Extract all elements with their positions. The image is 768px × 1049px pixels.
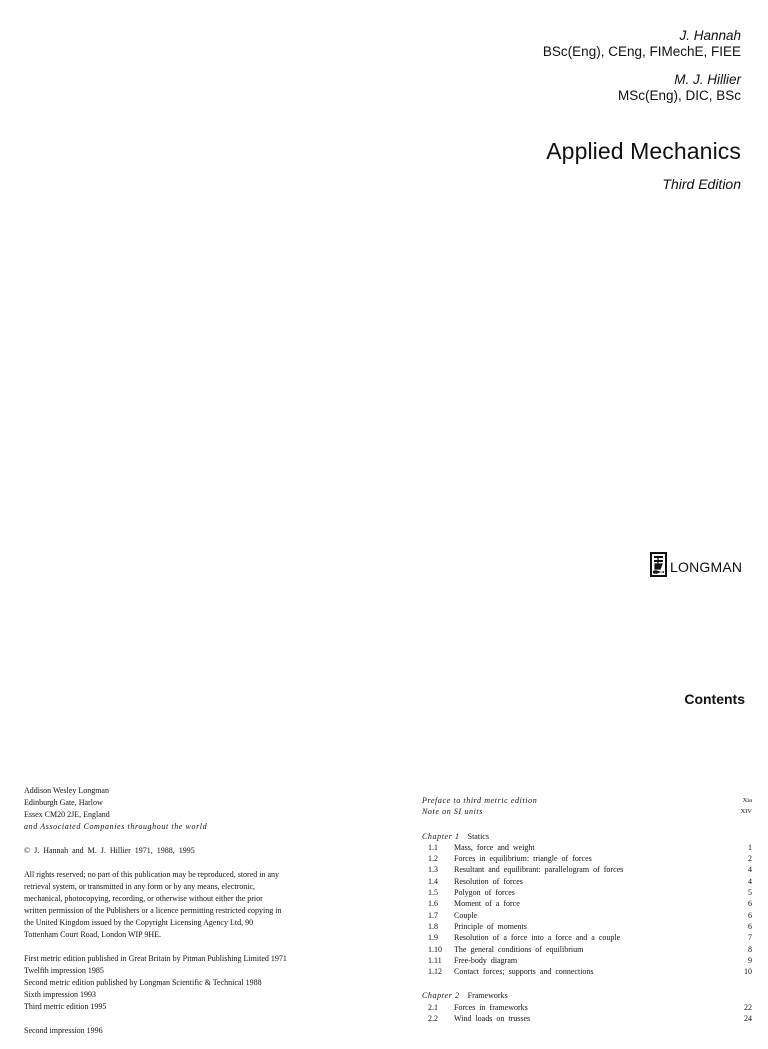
toc-section-row[interactable] [422, 898, 752, 909]
section-number: 1.3 [428, 865, 438, 875]
history-line-partial: Second impression 1996 [24, 1026, 103, 1035]
toc-section-row[interactable] [422, 955, 752, 966]
toc-page-number: 6 [748, 910, 752, 920]
section-number: 1.4 [428, 876, 438, 886]
address-line: and Associated Companies throughout the world [24, 822, 208, 831]
toc-entry-title: Preface to third metric edition [422, 796, 538, 805]
ship-logo-icon [650, 552, 667, 577]
toc-page-number: 5 [748, 888, 752, 898]
toc-section-row[interactable] [422, 944, 752, 955]
author-block-2 [618, 72, 741, 104]
history-line: Sixth impression 1993 [24, 990, 97, 999]
history-line: First metric edition published in Great Britain by Pitman Publishing Limited 1971 [24, 954, 287, 963]
toc-page-number: 10 [744, 967, 752, 977]
toc-page-number: 7 [748, 933, 752, 943]
toc-entry-title: Note on SI units [422, 807, 483, 817]
toc-page-number: 22 [744, 1002, 752, 1012]
chapter-label: Chapter 2 [422, 991, 460, 1001]
toc-page-number: XIV [740, 808, 752, 816]
toc-section-row[interactable] [422, 876, 752, 887]
rights-line: the United Kingdom issued by the Copyright Licensing Agency Ltd, 90 [24, 918, 254, 927]
toc-section-row[interactable] [422, 932, 752, 943]
section-title: Forces in equilibrium: triangle of forces [454, 854, 592, 864]
toc-section-row[interactable] [422, 910, 752, 921]
section-number: 1.6 [428, 899, 438, 909]
chapter-label: Chapter 1 [422, 831, 460, 841]
toc-section-row[interactable] [422, 921, 752, 932]
toc-page-number: 4 [748, 865, 752, 875]
rights-notice [24, 869, 364, 941]
copyright-line: © J. Hannah and M. J. Hillier 1971, 1988, 1995 [24, 846, 195, 855]
history-line: Twelfth impression 1985 [24, 966, 104, 975]
toc-section-row[interactable] [422, 842, 752, 853]
section-title: Couple [454, 910, 478, 920]
copyright-notice [24, 845, 364, 857]
section-title: Forces in frameworks [454, 1002, 528, 1012]
toc-preliminary-row[interactable] [422, 806, 752, 817]
rights-line: retrieval system, or transmitted in any form or by any means, electronic, [24, 882, 256, 891]
imprint-block [24, 785, 364, 1049]
toc-section-row[interactable] [422, 966, 752, 977]
section-title: Contact forces; supports and connections [454, 967, 594, 977]
author-name: J. Hannah [679, 28, 741, 43]
section-number: 1.5 [428, 888, 438, 898]
section-number: 2.1 [428, 1002, 438, 1012]
rights-line: written permission of the Publishers or a licence permitting restricted copying in [24, 906, 282, 915]
section-number: 2.2 [428, 1014, 438, 1024]
toc-page-number: Xia [742, 797, 752, 804]
toc-page-number: 4 [748, 876, 752, 886]
table-of-contents [422, 795, 752, 1024]
toc-page-number: 6 [748, 921, 752, 931]
publisher-wordmark: LONGMAN [670, 558, 743, 575]
history-line: Third metric edition 1995 [24, 1002, 107, 1011]
author-credentials: MSc(Eng), DIC, BSc [617, 88, 741, 103]
rights-line: Tottenham Court Road, London WIP 9HE. [24, 930, 161, 939]
rights-line: All rights reserved; no part of this publication may be reproduced, stored in any [24, 870, 280, 879]
history-line: Second metric edition published by Longman Scientific & Technical 1988 [24, 978, 262, 987]
author-block-1 [543, 28, 741, 60]
section-title: Resolution of a force into a force and a couple [454, 933, 621, 943]
publisher-logo [650, 552, 742, 577]
chapter-title: Statics [467, 831, 489, 841]
section-number: 1.7 [428, 910, 438, 920]
book-title: Applied Mechanics [546, 138, 741, 164]
section-number: 1.11 [428, 955, 442, 965]
section-number: 1.1 [428, 842, 438, 852]
section-title: Wind loads on trusses [454, 1014, 531, 1024]
section-title: Polygon of forces [454, 888, 515, 898]
section-title: The general conditions of equilibrium [454, 944, 584, 954]
section-title: Resultant and equilibrant: parallelogram of forces [454, 865, 624, 875]
toc-chapter-heading[interactable] [422, 831, 752, 842]
section-title: Free-body diagram [454, 955, 518, 965]
toc-page-number: 24 [744, 1014, 752, 1024]
toc-preliminary-row[interactable] [422, 795, 752, 806]
address-line: Essex CM20 2JE, England [24, 810, 110, 819]
section-title: Resolution of forces [454, 876, 523, 886]
author-name: M. J. Hillier [674, 72, 741, 87]
toc-page-number: 8 [748, 944, 752, 954]
publisher-address [24, 785, 364, 833]
toc-section-row[interactable] [422, 1002, 752, 1013]
section-number: 1.2 [428, 854, 438, 864]
section-number: 1.12 [428, 967, 442, 977]
section-number: 1.10 [428, 944, 442, 954]
rights-line: mechanical, photocopying, recording, or otherwise without either the prior [24, 894, 263, 903]
section-title: Mass, force and weight [454, 842, 535, 852]
toc-page-number: 9 [748, 955, 752, 965]
contents-heading: Contents [684, 691, 745, 707]
toc-section-row[interactable] [422, 864, 752, 875]
section-number: 1.9 [428, 933, 438, 943]
address-line: Addison Wesley Longman [24, 786, 109, 795]
toc-page-number: 1 [748, 842, 752, 852]
toc-page-number: 6 [748, 899, 752, 909]
chapter-title: Frameworks [467, 991, 508, 1001]
address-line: Edinburgh Gate, Harlow [24, 798, 103, 807]
toc-section-row[interactable] [422, 1013, 752, 1024]
toc-section-row[interactable] [422, 853, 752, 864]
toc-chapter-heading[interactable] [422, 990, 752, 1001]
author-credentials: BSc(Eng), CEng, FIMechE, FIEE [542, 44, 741, 59]
book-edition: Third Edition [662, 176, 741, 192]
section-title: Principle of moments [454, 921, 527, 931]
toc-page-number: 2 [748, 854, 752, 864]
publication-history [24, 953, 364, 1013]
toc-section-row[interactable] [422, 887, 752, 898]
section-title: Moment of a force [454, 899, 520, 909]
section-number: 1.8 [428, 921, 438, 931]
